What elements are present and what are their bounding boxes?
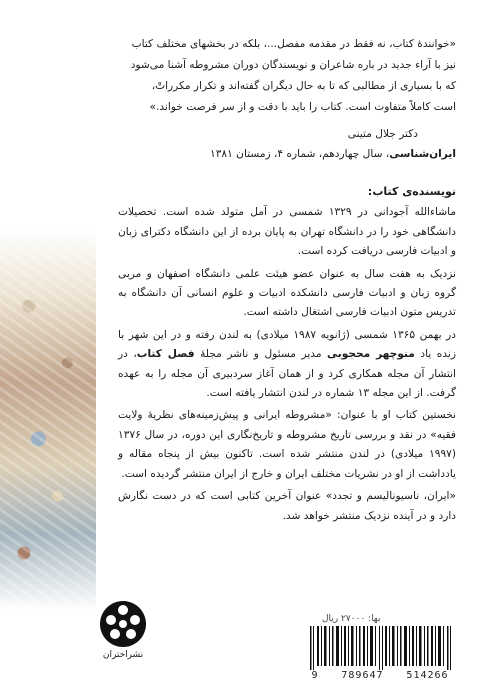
quote-source (210, 144, 456, 164)
publisher-logo (96, 600, 150, 660)
person-name: منوچهر محجوبی (327, 348, 415, 361)
quote-line: نیز با آراء جدید در باره شاعران و نویسندگان دوران مشروطه آشنا می‌شود (130, 59, 456, 71)
text-run: در بهمن ۱۳۶۵ شمسی (ژانویه ۱۹۸۷ میلادی) به لندن رفته و در این شهر با زنده یاد (118, 328, 456, 361)
barcode-bars-icon (306, 626, 456, 670)
publisher-name: نشراختران (102, 650, 144, 660)
about-author (118, 182, 456, 529)
quote-line: «خوانندهٔ کتاب، نه فقط در مقدمه مفصل...، بلکه در بخشهای مختلف کتاب (131, 38, 456, 50)
about-paragraph: نخستین کتاب او با عنوان: «مشروطه ایرانی و پیش‌زمینه‌های نظریهٔ ولایت فقیه» در نقد و بررسی تاریخ مشروطه و تاریخ‌نگاری این دوره، در سال ۱۳۷۶ (۱۹۹۷ میلادی) در لندن منتشر شده است. تاکنون بیش از پنجاه مقاله و یادداشت از او در نشریات مختلف ایران و خارج از ایران منتشر گردیده است. (118, 409, 456, 480)
quote-line: که با بسیاری از مطالبی که تا به حال دیگران گفته‌اند و تکرار مکرراتْ، (151, 80, 456, 92)
isbn-digits (300, 670, 460, 681)
isbn-digit-group: 789647 (341, 670, 384, 681)
quote-line: است کاملاً متفاوت است. کتاب را باید با دقت و از سر فرصت خواند.» (149, 101, 456, 113)
about-paragraph: «ایران، ناسیونالیسم و تجدد» عنوان آخرین کتابی است که در دست نگارش دارد و در آینده نزدیک منتشر خواهد شد. (118, 490, 456, 522)
decorative-painting (0, 230, 96, 610)
journal-name: ایران‌شناسی (389, 148, 456, 160)
quote-author: دکتر جلال متینی (347, 128, 418, 140)
about-paragraph: نزدیک به هفت سال به عنوان عضو هیئت علمی دانشگاه اصفهان و مربی گروه زبان و ادبیات فارسی دانشکده ادبیات و علوم انسانی آن دانشگاه به تدریس متون ادبیات فارسی اشتغال داشته است. (118, 267, 456, 319)
isbn-digit-group: 514266 (406, 670, 449, 681)
text-run: مدیر مسئول و ناشر مجلهٔ (194, 348, 328, 361)
isbn-digit-group: 9 (311, 670, 319, 681)
price-label: بها: ۲۷۰۰۰ ریال (322, 614, 381, 624)
review-quote (70, 34, 456, 118)
isbn-barcode (300, 614, 460, 684)
journal-issue: ، سال چهاردهم، شماره ۴، زمستان ۱۳۸۱ (210, 148, 390, 160)
publisher-emblem-icon (99, 600, 147, 648)
about-heading: نویسنده‌ی کتاب: (367, 185, 456, 198)
text-run: ، در انتشار آن مجله همکاری کرد و از همان آغاز سردبیری آن مجله را به عهده گرفت. از این مجله ۱۳ شماره در لندن انتشار یافته است. (118, 348, 456, 400)
about-paragraph (118, 326, 456, 404)
magazine-name: فصل کتاب (136, 348, 195, 361)
quote-signature (210, 124, 456, 164)
about-paragraph: ماشاءالله آجودانی در ۱۳۲۹ شمسی در آمل متولد شده است. تحصیلات دانشگاهی خود را در دانشگاه تهران به پایان برده از این دانشگاه دکترای زبان و ادبیات فارسی دریافت کرده است. (118, 206, 456, 258)
